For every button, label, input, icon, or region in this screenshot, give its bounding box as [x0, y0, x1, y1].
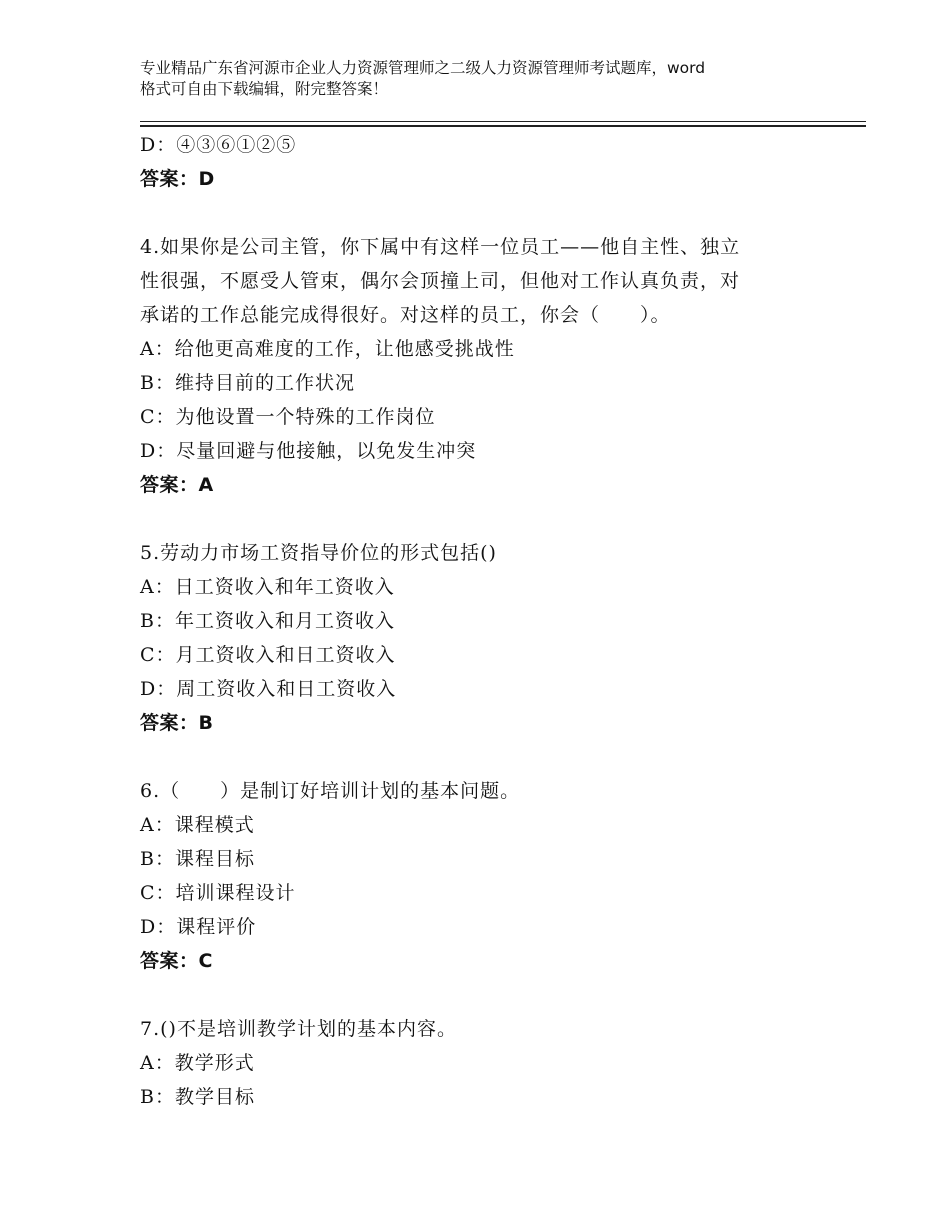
document-body: [140, 128, 820, 1114]
option-c: C：培训课程设计: [140, 882, 296, 904]
option-b: B：教学目标: [140, 1086, 255, 1108]
question-7: [140, 1012, 820, 1114]
option-a: A：教学形式: [140, 1052, 255, 1074]
question-stem-line: 4.如果你是公司主管，你下属中有这样一位员工——他自主性、独立: [140, 236, 741, 258]
question-stem: 5.劳动力市场工资指导价位的形式包括(): [140, 542, 497, 564]
header-line-1: 专业精品广东省河源市企业人力资源管理师之二级人力资源管理师考试题库，word: [140, 59, 706, 77]
spacer: [140, 196, 820, 230]
option-d: D：尽量回避与他接触，以免发生冲突: [140, 440, 477, 462]
option-b: B：维持目前的工作状况: [140, 372, 355, 394]
question-stem: 6.（ ）是制订好培训计划的基本问题。: [140, 780, 521, 802]
question-6: [140, 774, 820, 978]
question-stem-line: 性很强，不愿受人管束，偶尔会顶撞上司，但他对工作认真负责，对: [140, 270, 741, 292]
spacer: [140, 978, 820, 1012]
header-rule-thick: [140, 125, 866, 127]
option-d: D：课程评价: [140, 916, 257, 938]
option-b: B：年工资收入和月工资收入: [140, 610, 395, 632]
option-d: D：周工资收入和日工资收入: [140, 678, 397, 700]
answer-label: 答案：C: [140, 950, 213, 972]
option-a: A：给他更高难度的工作，让他感受挑战性: [140, 338, 515, 360]
answer-label: 答案：D: [140, 168, 215, 190]
answer-label: 答案：A: [140, 474, 214, 496]
option-d: D：④③⑥①②⑤: [140, 134, 297, 156]
question-5: [140, 536, 820, 740]
question-stem-line: 承诺的工作总能完成得很好。对这样的员工，你会（ ）。: [140, 304, 671, 326]
question-stem: 7.()不是培训教学计划的基本内容。: [140, 1018, 457, 1040]
question-4: [140, 230, 820, 502]
option-c: C：月工资收入和日工资收入: [140, 644, 396, 666]
page-header: [140, 58, 840, 100]
option-c: C：为他设置一个特殊的工作岗位: [140, 406, 436, 428]
header-line-2: 格式可自由下载编辑，附完整答案！: [140, 80, 389, 98]
option-b: B：课程目标: [140, 848, 255, 870]
header-rule-thin: [140, 121, 866, 122]
spacer: [140, 740, 820, 774]
option-a: A：课程模式: [140, 814, 255, 836]
spacer: [140, 502, 820, 536]
answer-label: 答案：B: [140, 712, 214, 734]
question-3: [140, 128, 820, 196]
option-a: A：日工资收入和年工资收入: [140, 576, 395, 598]
